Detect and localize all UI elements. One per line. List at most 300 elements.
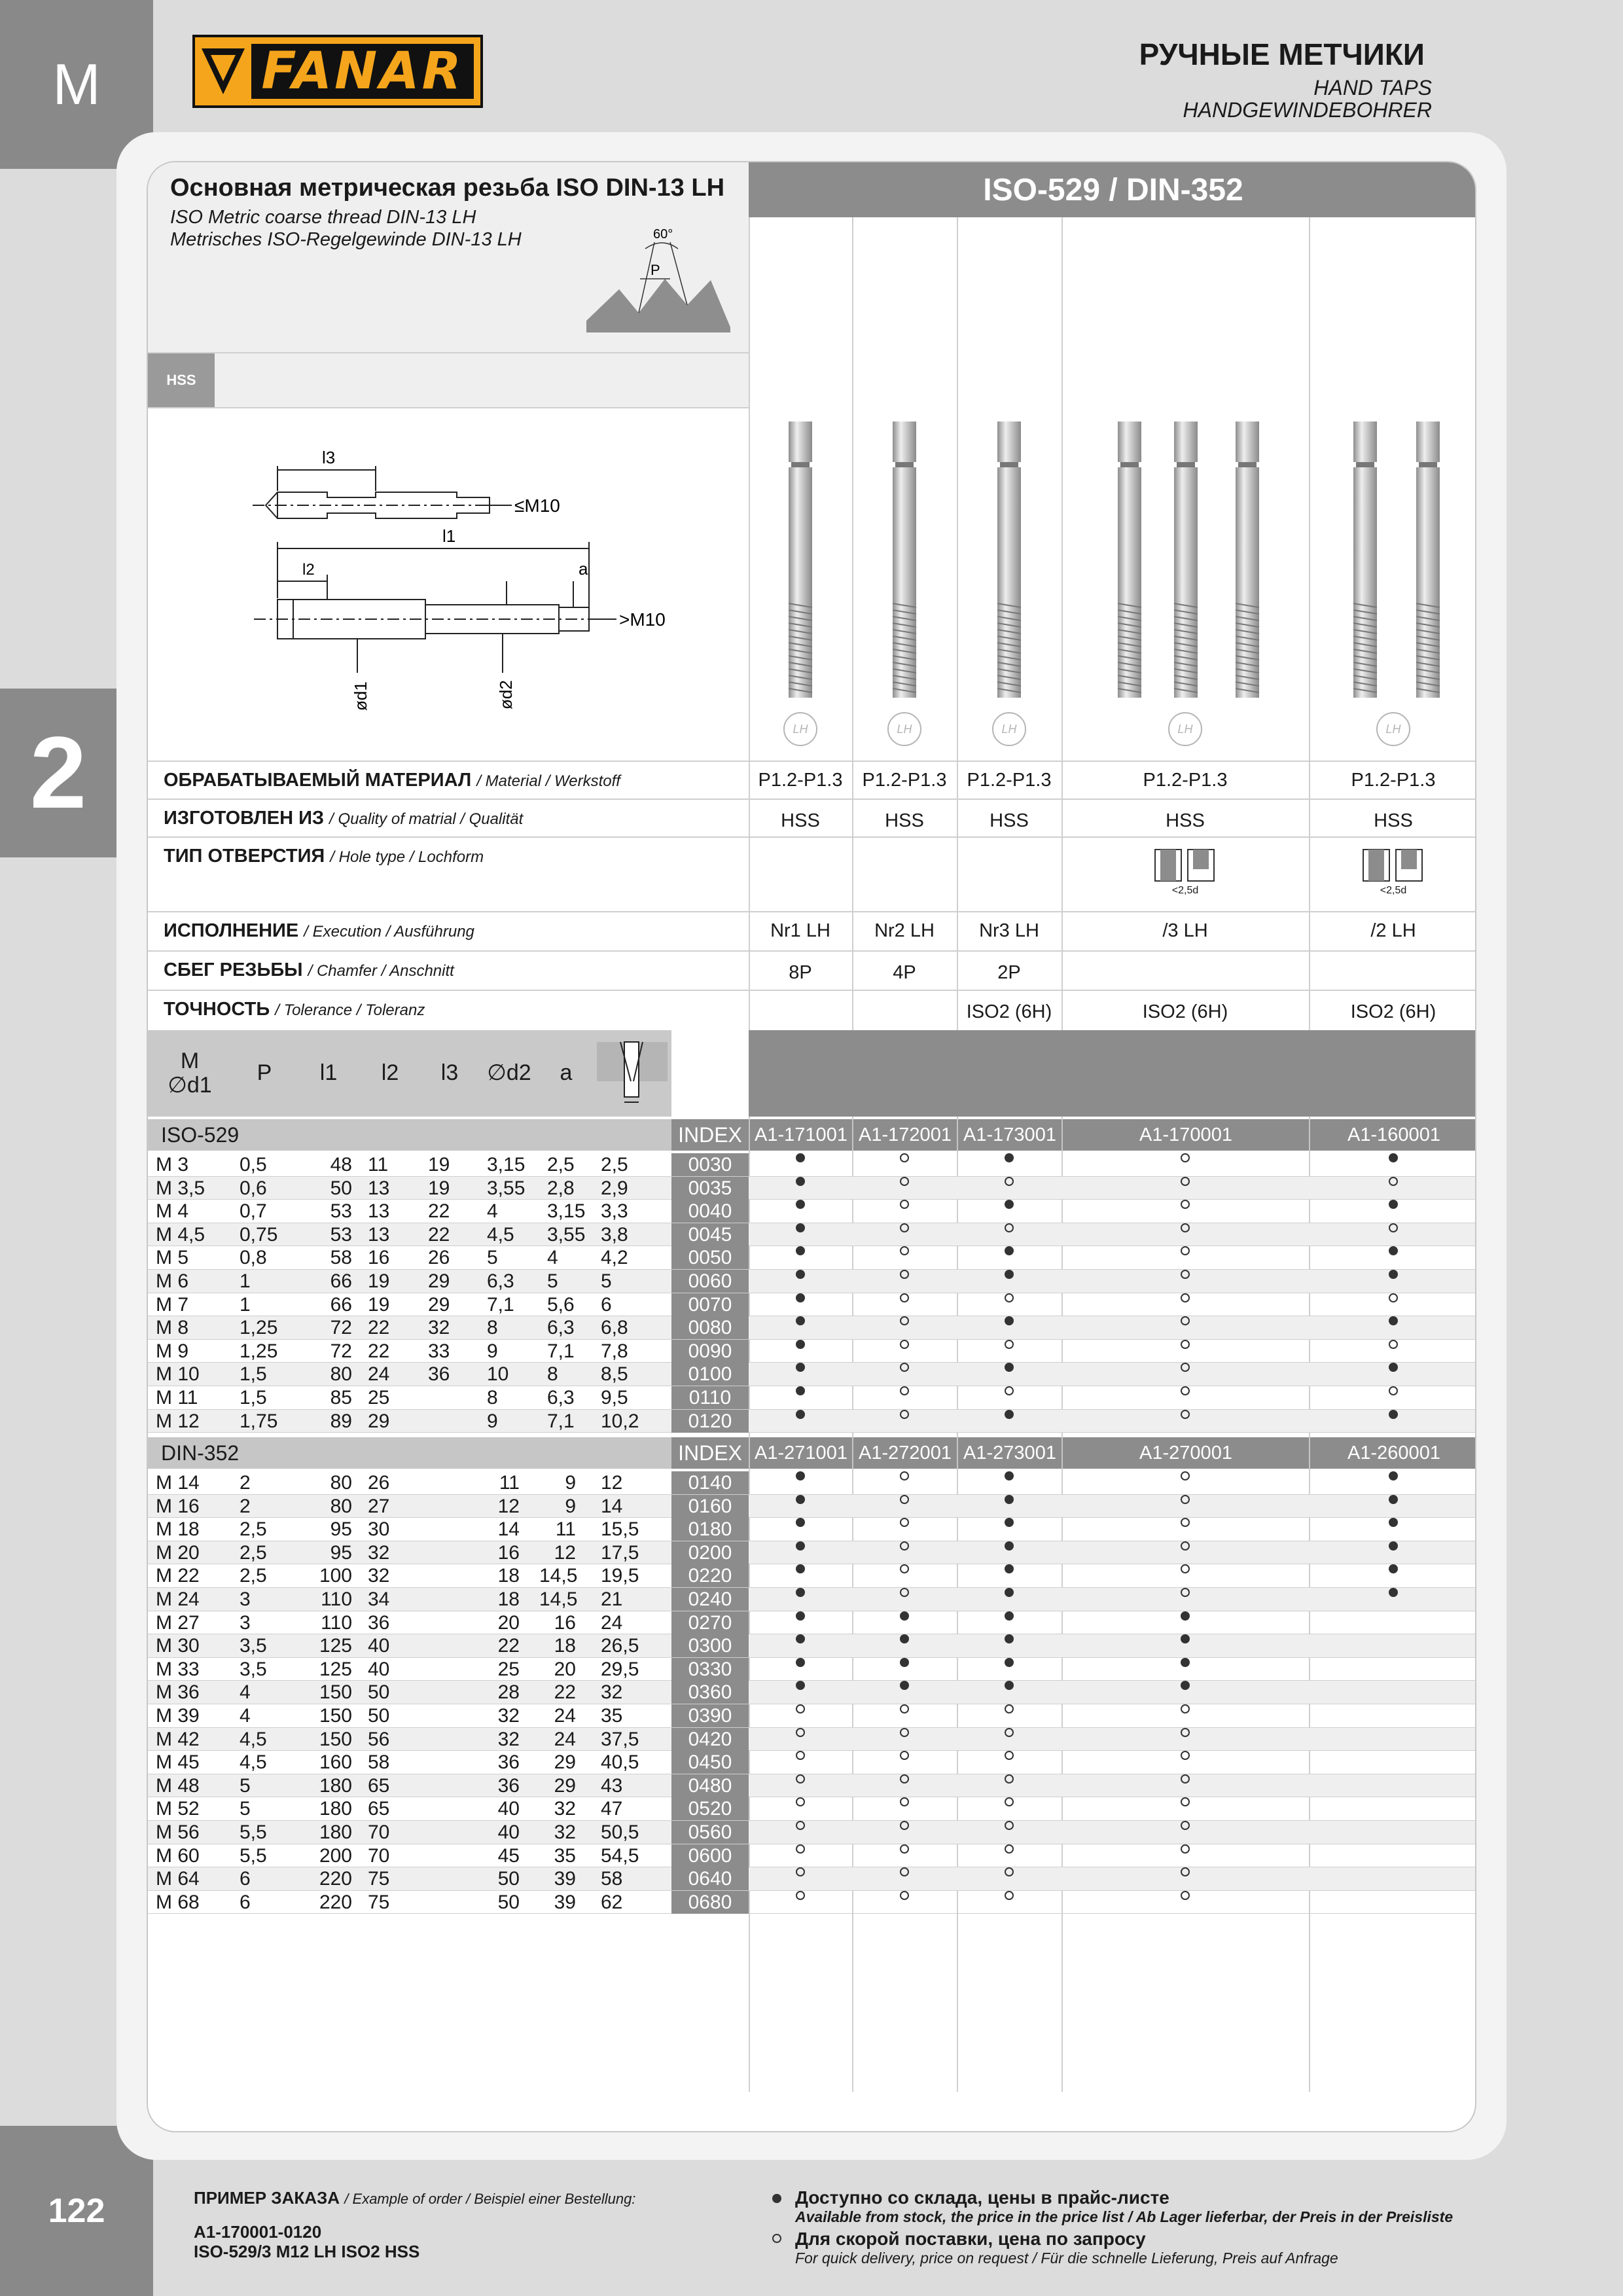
cell-l2: 13 bbox=[368, 1223, 390, 1246]
table-row bbox=[148, 1867, 1476, 1891]
cell-l1: 53 bbox=[330, 1200, 352, 1223]
cell-l2: 22 bbox=[368, 1317, 390, 1339]
cell-d2: 40 bbox=[497, 1798, 520, 1820]
on-request-dot-icon bbox=[1181, 1704, 1190, 1713]
stock-dot-icon bbox=[772, 2194, 781, 2203]
property-value: P1.2-P1.3 bbox=[1143, 770, 1228, 791]
cell-a2: 50,5 bbox=[601, 1821, 639, 1843]
on-request-dot-icon bbox=[900, 1495, 909, 1504]
article-number: A1-272001 bbox=[853, 1437, 957, 1469]
cell-l1: 89 bbox=[330, 1410, 352, 1432]
cell-l3: 36 bbox=[428, 1363, 450, 1386]
cell-p: 0,6 bbox=[240, 1177, 267, 1199]
cell-m: M 3,5 bbox=[156, 1177, 205, 1199]
cell-d2: 4 bbox=[487, 1200, 498, 1223]
in-stock-dot-icon bbox=[1005, 1518, 1014, 1527]
hand-tap-image bbox=[781, 418, 820, 699]
on-request-dot-icon bbox=[1181, 1270, 1190, 1279]
cell-a2: 10,2 bbox=[601, 1410, 639, 1432]
logo-v-icon bbox=[195, 37, 251, 105]
cell-l1: 160 bbox=[319, 1751, 352, 1774]
cell-a2: 43 bbox=[601, 1774, 623, 1797]
cell-d2: 36 bbox=[497, 1751, 520, 1774]
in-stock-dot-icon bbox=[1005, 1541, 1014, 1551]
table-row bbox=[148, 1704, 1476, 1728]
on-request-dot-icon bbox=[1181, 1340, 1190, 1349]
property-label-sub: / Hole type / Lochform bbox=[330, 848, 484, 866]
in-stock-dot-icon bbox=[1181, 1634, 1190, 1643]
in-stock-dot-icon bbox=[1389, 1588, 1398, 1597]
cell-d2: 3,15 bbox=[487, 1154, 526, 1175]
cell-l1: 80 bbox=[330, 1495, 352, 1517]
index-cell: 0600 bbox=[671, 1844, 749, 1867]
in-stock-dot-icon bbox=[796, 1200, 805, 1209]
cell-l1: 180 bbox=[319, 1821, 352, 1843]
cell-a2: 29,5 bbox=[601, 1658, 639, 1680]
cell-p: 1,25 bbox=[240, 1317, 278, 1339]
on-request-dot-icon bbox=[796, 1797, 805, 1806]
cell-l2: 40 bbox=[368, 1635, 390, 1657]
cell-a2: 12 bbox=[601, 1472, 623, 1494]
on-request-dot-icon bbox=[900, 1153, 909, 1162]
table-row bbox=[148, 1410, 1476, 1433]
table-row bbox=[148, 1293, 1476, 1317]
cell-d2: 40 bbox=[497, 1821, 520, 1843]
on-request-dot-icon bbox=[796, 1821, 805, 1830]
property-label-sub: / Execution / Ausführung bbox=[304, 923, 474, 941]
property-label-sub: / Material / Werkstoff bbox=[476, 772, 620, 790]
table-row bbox=[148, 1153, 1476, 1177]
cell-p: 5 bbox=[240, 1774, 251, 1797]
property-label-ru: ИСПОЛНЕНИЕ bbox=[164, 920, 299, 941]
hand-tap-image bbox=[990, 418, 1029, 699]
cell-p: 0,5 bbox=[240, 1154, 267, 1175]
table-row bbox=[148, 1495, 1476, 1518]
in-stock-dot-icon bbox=[1389, 1410, 1398, 1419]
index-cell: 0035 bbox=[671, 1177, 749, 1200]
cell-m: M 22 bbox=[156, 1565, 200, 1587]
index-cell: 0520 bbox=[671, 1797, 749, 1820]
table-row bbox=[148, 1681, 1476, 1704]
cell-d2: 12 bbox=[497, 1495, 520, 1517]
index-cell: 0180 bbox=[671, 1518, 749, 1541]
cell-l1: 180 bbox=[319, 1798, 352, 1820]
on-request-dot-icon bbox=[1181, 1223, 1190, 1232]
section-header bbox=[148, 1119, 1476, 1151]
on-request-dot-icon bbox=[796, 1704, 805, 1713]
cell-a: 2,5 bbox=[547, 1154, 575, 1175]
table-row bbox=[148, 1363, 1476, 1386]
index-cell: 0330 bbox=[671, 1658, 749, 1681]
cell-d2: 22 bbox=[497, 1635, 520, 1657]
page-number: 122 bbox=[0, 2126, 153, 2296]
on-request-dot-icon bbox=[900, 1821, 909, 1830]
in-stock-dot-icon bbox=[796, 1340, 805, 1349]
property-label-sub: / Chamfer / Anschnitt bbox=[308, 962, 454, 980]
order-example-title bbox=[194, 2188, 635, 2208]
index-cell: 0220 bbox=[671, 1564, 749, 1587]
cell-p: 1,75 bbox=[240, 1410, 278, 1432]
on-request-dot-icon bbox=[1005, 1797, 1014, 1806]
material-strip bbox=[148, 352, 749, 408]
on-request-dot-icon bbox=[1005, 1774, 1014, 1784]
cell-l1: 95 bbox=[330, 1541, 352, 1564]
on-request-dot-icon bbox=[1005, 1177, 1014, 1186]
article-number: A1-171001 bbox=[750, 1119, 852, 1151]
l1-label: l1 bbox=[442, 526, 456, 546]
left-hand-icon: LH bbox=[1168, 712, 1202, 746]
cell-a2: 15,5 bbox=[601, 1518, 639, 1541]
section-name: ISO-529 bbox=[161, 1123, 240, 1147]
cell-a2: 7,8 bbox=[601, 1340, 628, 1362]
cell-l3: 22 bbox=[428, 1223, 450, 1246]
on-request-dot-icon bbox=[1005, 1293, 1014, 1302]
cell-l2: 19 bbox=[368, 1270, 390, 1292]
index-cell: 0030 bbox=[671, 1153, 749, 1176]
index-header: INDEX bbox=[671, 1437, 749, 1469]
in-stock-dot-icon bbox=[796, 1363, 805, 1372]
left-hand-icon: LH bbox=[1376, 712, 1410, 746]
in-stock-dot-icon bbox=[1005, 1564, 1014, 1573]
on-request-dot-icon bbox=[900, 1728, 909, 1737]
cell-l2: 70 bbox=[368, 1844, 390, 1867]
section-name: DIN-352 bbox=[161, 1441, 240, 1465]
l3-label: l3 bbox=[322, 450, 336, 467]
cell-a: 6,3 bbox=[547, 1387, 575, 1408]
cell-p: 1 bbox=[240, 1293, 251, 1316]
cell-l2: 29 bbox=[368, 1410, 390, 1432]
table-row bbox=[148, 1223, 1476, 1247]
table-row bbox=[148, 1471, 1476, 1495]
cell-d2: 25 bbox=[497, 1658, 520, 1680]
property-value: P1.2-P1.3 bbox=[758, 770, 843, 791]
order-example-spec: ISO-529/3 M12 LH ISO2 HSS bbox=[194, 2242, 420, 2261]
property-value: ISO2 (6H) bbox=[1142, 1001, 1228, 1022]
in-stock-dot-icon bbox=[1005, 1471, 1014, 1480]
in-stock-dot-icon bbox=[900, 1634, 909, 1643]
property-value: Nr2 LH bbox=[874, 920, 935, 941]
cell-d2: 7,1 bbox=[487, 1293, 514, 1316]
cell-a2: 3,3 bbox=[601, 1200, 628, 1223]
thread-depth-icon bbox=[594, 1037, 670, 1110]
cell-d2: 32 bbox=[497, 1728, 520, 1750]
table-row bbox=[148, 1246, 1476, 1270]
cell-m: M 68 bbox=[156, 1891, 200, 1913]
column-header: ∅d2 bbox=[487, 1060, 531, 1086]
index-cell: 0300 bbox=[671, 1634, 749, 1657]
cell-m: M 36 bbox=[156, 1681, 200, 1704]
table-row bbox=[148, 1518, 1476, 1541]
cell-l2: 24 bbox=[368, 1363, 390, 1386]
index-cell: 0090 bbox=[671, 1340, 749, 1363]
cell-a2: 4,2 bbox=[601, 1247, 628, 1269]
on-request-dot-icon bbox=[1005, 1704, 1014, 1713]
on-request-dot-icon bbox=[900, 1704, 909, 1713]
cell-a: 22 bbox=[554, 1681, 576, 1704]
cell-l2: 26 bbox=[368, 1472, 390, 1494]
property-value: Nr3 LH bbox=[979, 920, 1039, 941]
cell-a: 32 bbox=[554, 1821, 576, 1843]
on-request-dot-icon bbox=[900, 1844, 909, 1854]
cell-l1: 72 bbox=[330, 1317, 352, 1339]
cell-m: M 45 bbox=[156, 1751, 200, 1774]
cell-l1: 95 bbox=[330, 1518, 352, 1541]
cell-a: 12 bbox=[554, 1541, 576, 1564]
on-request-dot-icon bbox=[796, 1891, 805, 1900]
cell-m: M 7 bbox=[156, 1293, 189, 1316]
cell-l1: 110 bbox=[321, 1588, 352, 1610]
in-stock-dot-icon bbox=[796, 1634, 805, 1643]
cell-d2: 36 bbox=[497, 1774, 520, 1797]
hand-tap-image bbox=[885, 418, 924, 699]
property-label bbox=[164, 960, 454, 981]
cell-a2: 6 bbox=[601, 1293, 612, 1316]
on-request-dot-icon bbox=[796, 1867, 805, 1876]
cell-m: M 24 bbox=[156, 1588, 200, 1610]
cell-l1: 80 bbox=[330, 1472, 352, 1494]
cell-m: M 10 bbox=[156, 1363, 200, 1386]
thread-angle-label: 60° bbox=[653, 227, 673, 242]
cell-d2: 32 bbox=[497, 1705, 520, 1727]
cell-l2: 27 bbox=[368, 1495, 390, 1517]
in-stock-dot-icon bbox=[1389, 1564, 1398, 1573]
in-stock-dot-icon bbox=[796, 1541, 805, 1551]
cell-a2: 2,9 bbox=[601, 1177, 628, 1199]
on-request-dot-icon bbox=[1005, 1386, 1014, 1395]
cell-p: 6 bbox=[240, 1891, 251, 1913]
on-request-dot-icon bbox=[1181, 1541, 1190, 1551]
property-value: P1.2-P1.3 bbox=[862, 770, 947, 791]
cell-a: 2,8 bbox=[547, 1177, 575, 1199]
on-request-dot-icon bbox=[900, 1867, 909, 1876]
cell-a: 35 bbox=[554, 1844, 576, 1867]
cell-a2: 6,8 bbox=[601, 1317, 628, 1339]
cell-a: 9 bbox=[565, 1495, 576, 1517]
table-row bbox=[148, 1386, 1476, 1410]
cell-a: 29 bbox=[554, 1751, 576, 1774]
material-tag: HSS bbox=[148, 353, 215, 407]
cell-m: M 30 bbox=[156, 1635, 200, 1657]
cell-d2: 4,5 bbox=[487, 1223, 514, 1246]
table-row bbox=[148, 1316, 1476, 1340]
index-cell: 0070 bbox=[671, 1293, 749, 1316]
property-label-ru: ОБРАБАТЫВАЕМЫЙ МАТЕРИАЛ bbox=[164, 770, 472, 791]
standard-banner: ISO-529 / DIN-352 bbox=[749, 162, 1476, 217]
in-stock-dot-icon bbox=[1181, 1681, 1190, 1690]
legend-quick-en: For quick delivery, price on request / Für die schnelle Lieferung, Preis auf Anfrage bbox=[795, 2250, 1338, 2267]
in-stock-dot-icon bbox=[1389, 1363, 1398, 1372]
cell-m: M 4 bbox=[156, 1200, 189, 1223]
table-row bbox=[148, 1891, 1476, 1914]
in-stock-dot-icon bbox=[1005, 1316, 1014, 1325]
cell-l1: 72 bbox=[330, 1340, 352, 1362]
on-request-dot-icon bbox=[1181, 1774, 1190, 1784]
cell-a2: 2,5 bbox=[601, 1154, 628, 1175]
cell-d2: 16 bbox=[497, 1541, 520, 1564]
on-request-dot-icon bbox=[900, 1270, 909, 1279]
property-value: HSS bbox=[1166, 810, 1205, 831]
cell-d2: 18 bbox=[497, 1588, 520, 1610]
order-example-sub: / Example of order / Beispiel einer Bestellung: bbox=[344, 2191, 636, 2207]
cell-l1: 220 bbox=[319, 1868, 352, 1890]
cell-l2: 50 bbox=[368, 1705, 390, 1727]
property-label bbox=[164, 770, 620, 791]
cell-m: M 18 bbox=[156, 1518, 200, 1541]
property-label-ru: СБЕГ РЕЗЬБЫ bbox=[164, 960, 303, 980]
property-value: HSS bbox=[990, 810, 1029, 831]
on-request-dot-icon bbox=[1005, 1891, 1014, 1900]
on-request-dot-icon bbox=[1181, 1821, 1190, 1830]
in-stock-dot-icon bbox=[1005, 1658, 1014, 1667]
cell-a: 9 bbox=[565, 1472, 576, 1494]
cell-a: 29 bbox=[554, 1774, 576, 1797]
cell-l2: 16 bbox=[368, 1247, 390, 1269]
cell-m: M 60 bbox=[156, 1844, 200, 1867]
cell-a2: 35 bbox=[601, 1705, 623, 1727]
article-number: A1-160001 bbox=[1310, 1119, 1476, 1151]
in-stock-dot-icon bbox=[796, 1495, 805, 1504]
table-row bbox=[148, 1564, 1476, 1588]
property-row bbox=[148, 990, 1476, 1030]
property-label-ru: ТИП ОТВЕРСТИЯ bbox=[164, 846, 325, 867]
cell-p: 0,8 bbox=[240, 1247, 267, 1269]
cell-l1: 150 bbox=[319, 1705, 352, 1727]
on-request-dot-icon bbox=[900, 1177, 909, 1186]
on-request-dot-icon bbox=[796, 1774, 805, 1784]
cell-a2: 8,5 bbox=[601, 1363, 628, 1386]
cell-d2: 50 bbox=[497, 1891, 520, 1913]
on-request-dot-icon bbox=[1005, 1340, 1014, 1349]
article-number: A1-170001 bbox=[1063, 1119, 1309, 1151]
on-request-dot-icon bbox=[1389, 1177, 1398, 1186]
product-title-ru: Основная метрическая резьба ISO DIN-13 LH bbox=[170, 174, 725, 202]
hand-tap-image bbox=[1228, 418, 1267, 699]
on-request-dot-icon bbox=[900, 1471, 909, 1480]
cell-a2: 19,5 bbox=[601, 1565, 639, 1587]
cell-l3: 19 bbox=[428, 1177, 450, 1199]
cell-a: 4 bbox=[547, 1247, 558, 1269]
property-label bbox=[164, 999, 425, 1020]
cell-m: M 9 bbox=[156, 1340, 189, 1362]
cell-m: M 5 bbox=[156, 1247, 189, 1269]
property-value: ISO2 (6H) bbox=[966, 1001, 1052, 1022]
legend-stock-ru: Доступно со склада, цены в прайс-листе bbox=[795, 2187, 1169, 2208]
in-stock-dot-icon bbox=[796, 1223, 805, 1232]
in-stock-dot-icon bbox=[1389, 1495, 1398, 1504]
table-row bbox=[148, 1821, 1476, 1844]
header-title-de: HANDGEWINDEBOHRER bbox=[1183, 98, 1432, 122]
cell-a2: 9,5 bbox=[601, 1387, 628, 1408]
cell-l2: 36 bbox=[368, 1611, 390, 1634]
cell-l2: 50 bbox=[368, 1681, 390, 1704]
cell-l2: 32 bbox=[368, 1541, 390, 1564]
on-request-dot-icon bbox=[1005, 1844, 1014, 1854]
cell-a2: 17,5 bbox=[601, 1541, 639, 1564]
on-request-dot-icon bbox=[900, 1293, 909, 1302]
cell-l2: 34 bbox=[368, 1588, 390, 1610]
property-value: HSS bbox=[781, 810, 820, 831]
cell-l3: 29 bbox=[428, 1270, 450, 1292]
property-value: 4P bbox=[893, 962, 916, 983]
on-request-dot-icon bbox=[900, 1564, 909, 1573]
in-stock-dot-icon bbox=[1389, 1200, 1398, 1209]
chapter-tab: 2 bbox=[0, 689, 116, 857]
cell-l1: 53 bbox=[330, 1223, 352, 1246]
cell-l3: 26 bbox=[428, 1247, 450, 1269]
cell-a2: 26,5 bbox=[601, 1635, 639, 1657]
on-request-dot-icon bbox=[1005, 1751, 1014, 1760]
cell-p: 5,5 bbox=[240, 1844, 267, 1867]
cell-p: 2,5 bbox=[240, 1565, 267, 1587]
cell-p: 4 bbox=[240, 1705, 251, 1727]
in-stock-dot-icon bbox=[1389, 1518, 1398, 1527]
property-value: P1.2-P1.3 bbox=[967, 770, 1052, 791]
cell-l2: 65 bbox=[368, 1798, 390, 1820]
cell-l2: 65 bbox=[368, 1774, 390, 1797]
index-cell: 0560 bbox=[671, 1821, 749, 1844]
cell-p: 1,25 bbox=[240, 1340, 278, 1362]
cell-m: M 42 bbox=[156, 1728, 200, 1750]
cell-a2: 37,5 bbox=[601, 1728, 639, 1750]
on-request-dot-icon bbox=[900, 1774, 909, 1784]
cell-d2: 8 bbox=[487, 1317, 498, 1339]
cell-d2: 10 bbox=[487, 1363, 509, 1386]
logo-wordmark: FANAR bbox=[251, 44, 474, 99]
in-stock-dot-icon bbox=[796, 1410, 805, 1419]
article-number: A1-271001 bbox=[750, 1437, 852, 1469]
on-request-dot-icon bbox=[1005, 1728, 1014, 1737]
on-request-dot-icon bbox=[900, 1363, 909, 1372]
hand-tap-image bbox=[1166, 418, 1205, 699]
index-header: INDEX bbox=[671, 1119, 749, 1151]
on-request-dot-icon bbox=[1389, 1386, 1398, 1395]
property-value: HSS bbox=[885, 810, 924, 831]
on-request-dot-icon bbox=[1389, 1340, 1398, 1349]
cell-a: 3,55 bbox=[547, 1223, 586, 1246]
cell-l1: 125 bbox=[319, 1658, 352, 1680]
article-header bbox=[749, 1030, 1476, 1117]
in-stock-dot-icon bbox=[1389, 1153, 1398, 1162]
on-request-dot-icon bbox=[1181, 1564, 1190, 1573]
on-request-dot-icon bbox=[1181, 1386, 1190, 1395]
index-cell: 0480 bbox=[671, 1774, 749, 1797]
index-cell: 0040 bbox=[671, 1200, 749, 1223]
article-number: A1-260001 bbox=[1310, 1437, 1476, 1469]
header-title-en: HAND TAPS bbox=[1313, 76, 1432, 99]
cell-a: 8 bbox=[547, 1363, 558, 1386]
cell-l1: 80 bbox=[330, 1363, 352, 1386]
in-stock-dot-icon bbox=[1005, 1588, 1014, 1597]
in-stock-dot-icon bbox=[796, 1316, 805, 1325]
in-stock-dot-icon bbox=[1005, 1153, 1014, 1162]
index-cell: 0420 bbox=[671, 1728, 749, 1751]
cell-l2: 22 bbox=[368, 1340, 390, 1362]
cell-d2: 8 bbox=[487, 1387, 498, 1408]
on-request-dot-icon bbox=[1181, 1153, 1190, 1162]
article-number: A1-273001 bbox=[958, 1437, 1061, 1469]
cell-a2: 54,5 bbox=[601, 1844, 639, 1867]
in-stock-dot-icon bbox=[796, 1293, 805, 1302]
brand-logo bbox=[192, 35, 483, 108]
hole-depth-label: <2,5d bbox=[1171, 885, 1199, 896]
cell-a: 32 bbox=[554, 1798, 576, 1820]
cell-p: 3,5 bbox=[240, 1635, 267, 1657]
column-header: l2 bbox=[381, 1060, 399, 1086]
index-cell: 0360 bbox=[671, 1681, 749, 1704]
cell-a: 7,1 bbox=[547, 1410, 575, 1432]
in-stock-dot-icon bbox=[1389, 1316, 1398, 1325]
in-stock-dot-icon bbox=[1181, 1658, 1190, 1667]
